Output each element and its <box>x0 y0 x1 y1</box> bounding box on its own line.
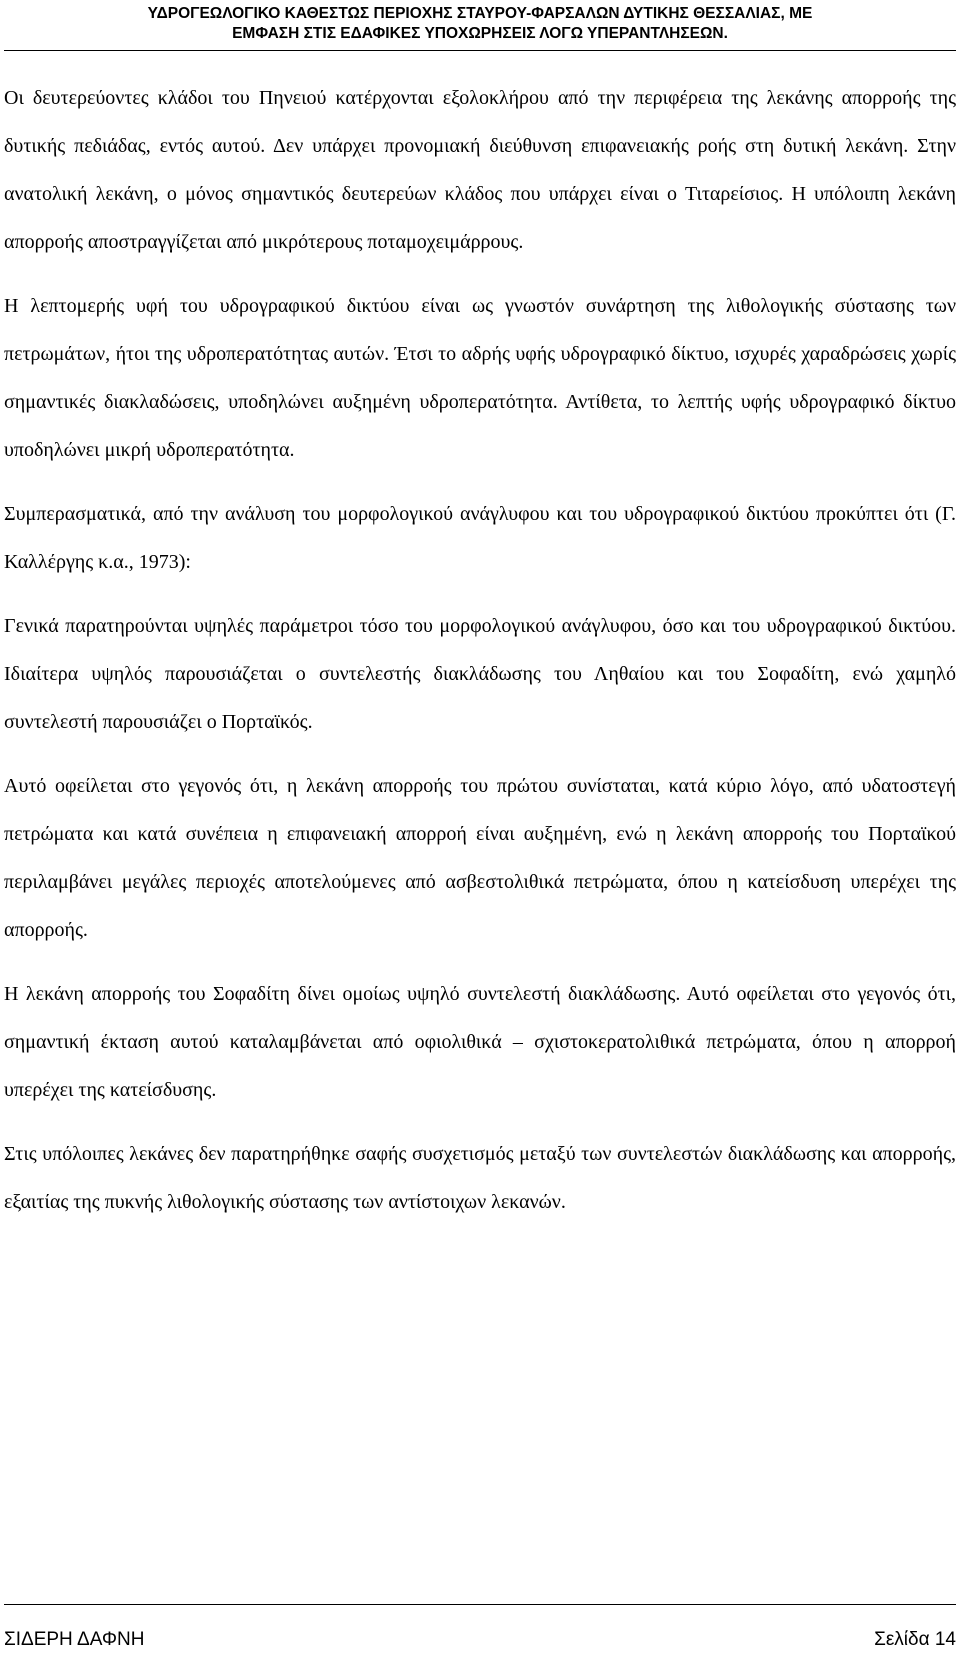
header-title-line-1: ΥΔΡΟΓΕΩΛΟΓΙΚΟ ΚΑΘΕΣΤΩΣ ΠΕΡΙΟΧΗΣ ΣΤΑΥΡΟΥ-ΦΑΡΣΑΛΩΝ ΔΥΤΙΚΗΣ ΘΕΣΣΑΛΙΑΣ, ΜΕ <box>147 5 813 22</box>
paragraph: Η λεκάνη απορροής του Σοφαδίτη δίνει ομοίως υψηλό συντελεστή διακλάδωσης. Αυτό οφείλεται στο γεγονός ότι, σημαντική έκταση αυτού καταλαμβάνεται από οφιολιθικά – σχιστοκερατολιθικά πετρώματα, όπου η απορροή υπερέχει της κατείσδυσης. <box>4 983 956 1101</box>
paragraph: Συμπερασματικά, από την ανάλυση του μορφολογικού ανάγλυφου και του υδρογραφικού δικτύου προκύπτει ότι (Γ. Καλλέργης κ.α., 1973): <box>4 503 956 573</box>
footer-divider <box>4 1604 956 1605</box>
paragraph: Οι δευτερεύοντες κλάδοι του Πηνειού κατέρχονται εξολοκλήρου από την περιφέρεια της λεκάνης απορροής της δυτικής πεδιάδας, εντός αυτού. Δεν υπάρχει προνομιακή διεύθυνση επιφανειακής ροής στη δυτική λεκάνη. Στην ανατολική λεκάνη, ο μόνος σημαντικός δευτερεύων κλάδος που υπάρχει είναι ο Τιταρείσιος. Η υπόλοιπη λεκάνη απορροής αποστραγγίζεται από μικρότερους ποταμοχειμάρρους. <box>4 87 956 253</box>
paragraph: Στις υπόλοιπες λεκάνες δεν παρατηρήθηκε σαφής συσχετισμός μεταξύ των συντελεστών διακλάδωσης και απορροής, εξαιτίας της πυκνής λιθολογικής σύστασης των αντίστοιχων λεκανών. <box>4 1143 956 1213</box>
paragraph: Γενικά παρατηρούνται υψηλές παράμετροι τόσο του μορφολογικού ανάγλυφου, όσο και του υδρογραφικού δικτύου. Ιδιαίτερα υψηλός παρουσιάζεται ο συντελεστής διακλάδωσης του Ληθαίου και του Σοφαδίτη, ενώ χαμηλό συντελεστή παρουσιάζει ο Πορταϊκός. <box>4 615 956 733</box>
header-title-line-2: ΕΜΦΑΣΗ ΣΤΙΣ ΕΔΑΦΙΚΕΣ ΥΠΟΧΩΡΗΣΕΙΣ ΛΟΓΩ ΥΠΕΡΑΝΤΛΗΣΕΩΝ. <box>232 25 728 42</box>
page-header <box>0 0 960 44</box>
header-divider <box>4 50 956 51</box>
paragraph: Αυτό οφείλεται στο γεγονός ότι, η λεκάνη απορροής του πρώτου συνίσταται, κατά κύριο λόγο, από υδατοστεγή πετρώματα και κατά συνέπεια η επιφανειακή απορροή είναι αυξημένη, ενώ η λεκάνη απορροής του Πορταϊκού περιλαμβάνει μεγάλες περιοχές αποτελούμενες από ασβεστολιθικά πετρώματα, όπου η κατείσδυση υπερέχει της απορροής. <box>4 775 956 941</box>
paragraph: Η λεπτομερής υφή του υδρογραφικού δικτύου είναι ως γνωστόν συνάρτηση της λιθολογικής σύστασης των πετρωμάτων, ήτοι της υδροπερατότητας αυτών. Έτσι το αδρής υφής υδρογραφικό δίκτυο, ισχυρές χαραδρώσεις χωρίς σημαντικές διακλαδώσεις, υποδηλώνει αυξημένη υδροπερατότητα. Αντίθετα, το λεπτής υφής υδρογραφικό δίκτυο υποδηλώνει μικρή υδροπερατότητα. <box>4 295 956 461</box>
footer-author: ΣΙΔΕΡΗ ΔΑΦΝΗ <box>4 1629 145 1650</box>
footer-page-number: Σελίδα 14 <box>874 1629 956 1650</box>
document-body <box>4 74 956 1242</box>
